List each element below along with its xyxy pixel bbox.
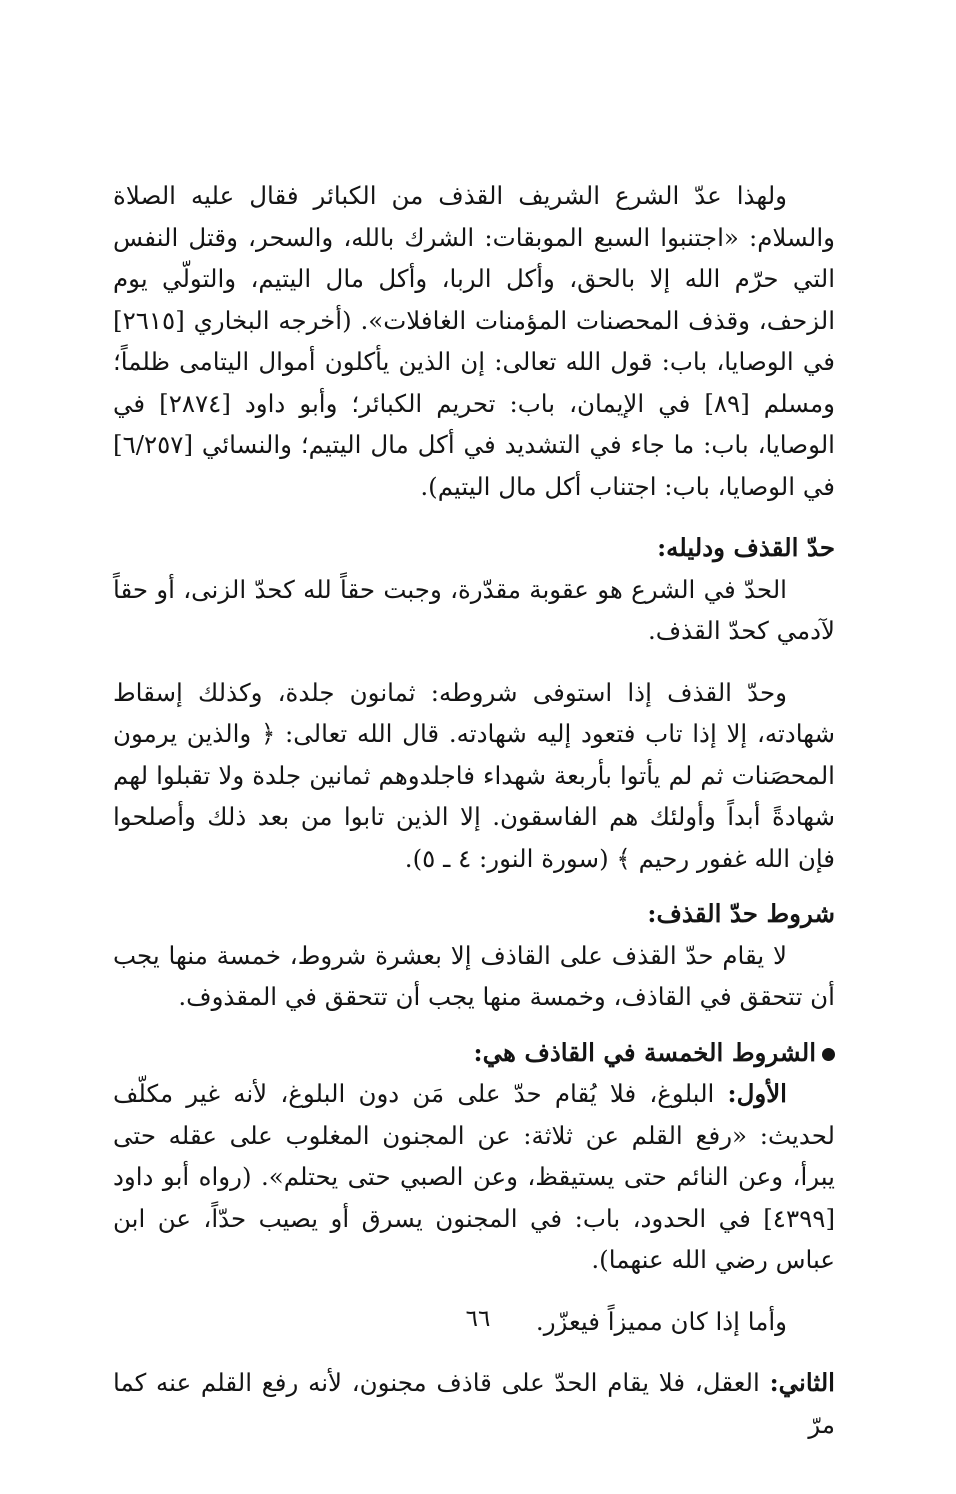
paragraph-major-sins: ولهذا عدّ الشرع الشريف القذف من الكبائر فقال عليه الصلاة والسلام: «اجتنبوا السبع الموبقات: الشرك بالله، والسحر، وقتل النفس التي حرّم الله إلا بالحق، وأكل الربا، وأكل مال اليتيم، والتولّي يوم الزحف، وقذف المحصنات المؤمنات الغافلات». (أخرجه البخاري [٢٦١٥] في الوصايا، باب: قول الله تعالى: إن الذين يأكلون أموال اليتامى ظلماً؛ ومسلم [٨٩] في الإيمان، باب: تحريم الكبائر؛ وأبو داود [٢٨٧٤] في الوصايا، باب: ما جاء في التشديد في أكل مال اليتيم؛ والنسائي [٦/٢٥٧] في الوصايا، باب: اجتناب أكل مال اليتيم). bbox=[113, 181, 835, 501]
heading-five-conditions-text: الشروط الخمسة في القاذف هي: bbox=[473, 1037, 816, 1067]
bullet-icon bbox=[822, 1048, 835, 1061]
paragraph-hadd-definition: الحدّ في الشرع هو عقوبة مقدّرة، وجبت حقاً لله كحدّ الزنى، أو حقاً لآدمي كحدّ القذف. bbox=[113, 574, 835, 645]
paragraph-qadhf-punishment: وحدّ القذف إذا استوفى شروطه: ثمانون جلدة، وكذلك إسقاط شهادته، إلا إذا تاب فتعود إليه شهادته. قال الله تعالى: ﴿ والذين يرمون المحصَنات ثم لم يأتوا بأربعة شهداء فاجلدوهم ثمانين جلدة ولا تقبلوا لهم شهادةً أبداً وأولئك هم الفاسقون. إلا الذين تابوا من بعد ذلك وأصلحوا فإن الله غفور رحيم ﴾ (سورة النور: ٤ ـ ٥). bbox=[113, 677, 835, 873]
text-second-condition: العقل، فلا يقام الحدّ على قاذف مجنون، لأنه رفع القلم عنه كما مرّ bbox=[113, 1368, 835, 1439]
label-first: الأول: bbox=[727, 1079, 787, 1108]
heading-qadhf-conditions: شروط حدّ القذف: bbox=[647, 899, 835, 928]
paragraph-first-condition bbox=[113, 1073, 835, 1281]
paragraph-second-condition bbox=[113, 1362, 835, 1445]
label-second: الثاني: bbox=[769, 1368, 835, 1397]
heading-five-conditions bbox=[113, 1032, 835, 1074]
heading-hadd-definition: حدّ القذف ودليله: bbox=[657, 533, 835, 562]
page-number: ٦٦ bbox=[465, 1306, 491, 1332]
paragraph-ten-conditions: لا يقام حدّ القذف على القاذف إلا بعشرة شروط، خمسة منها يجب أن تتحقق في القاذف، وخمسة منها يجب أن تتحقق في المقذوف. bbox=[113, 940, 835, 1011]
paragraph-discerning: وأما إذا كان مميزاً فيعزّر. bbox=[535, 1306, 787, 1336]
text-first-condition: البلوغ، فلا يُقام حدّ على مَن دون البلوغ، لأنه غير مكلّف لحديث: «رفع القلم عن ثلاثة: عن المجنون المغلوب على عقله حتى يبرأ، وعن النائم حتى يستيقظ، وعن الصبي حتى يحتلم». (رواه أبو داود [٤٣٩٩] في الحدود، باب: في المجنون يسرق أو يصيب حدّاً، عن ابن عباس رضي الله عنهما). bbox=[113, 1079, 835, 1274]
page-body bbox=[113, 175, 835, 1445]
